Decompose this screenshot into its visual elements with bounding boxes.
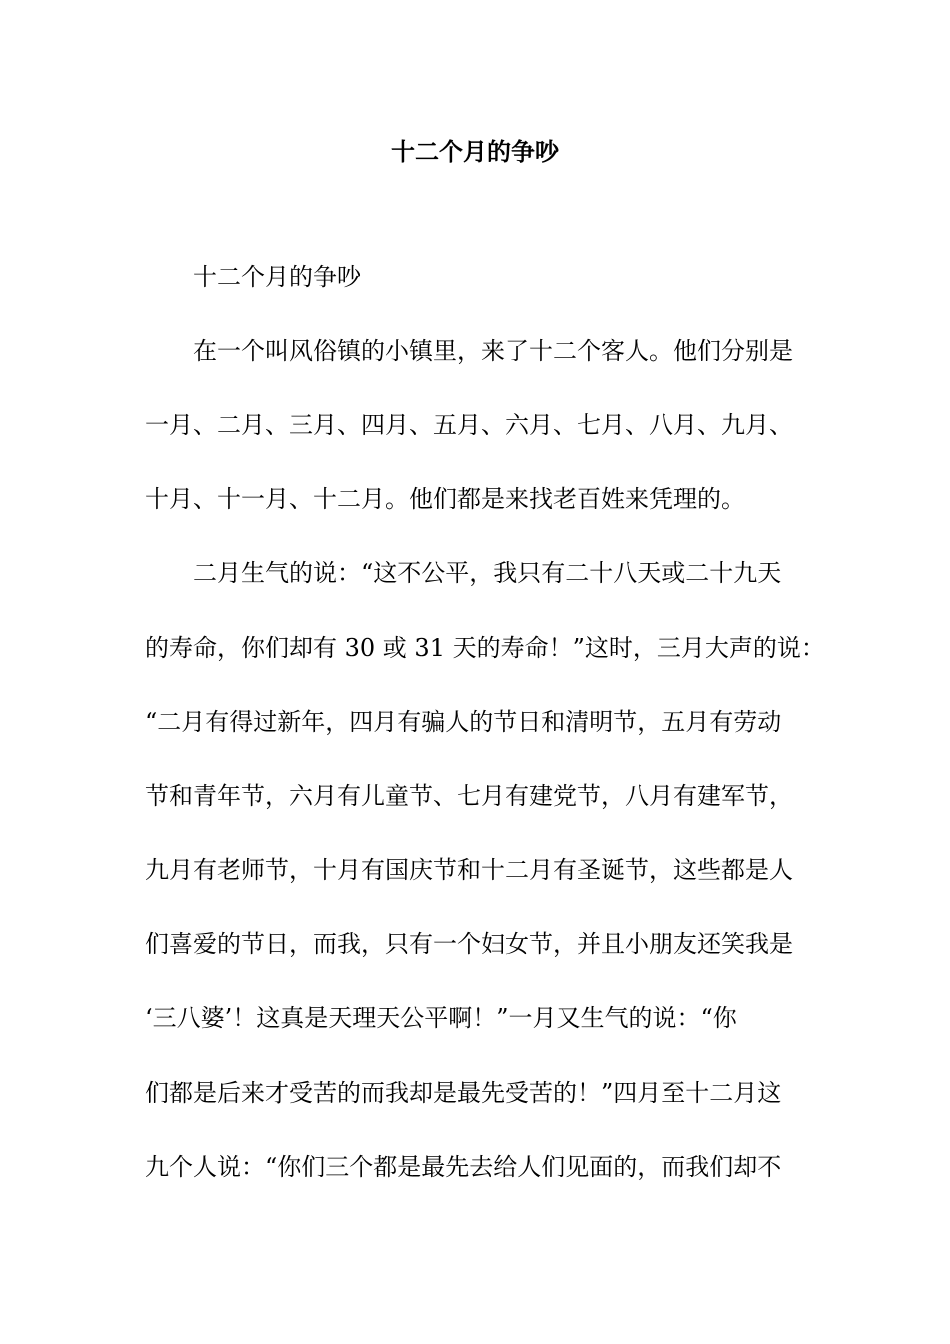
text-line: 一月、二月、三月、四月、五月、六月、七月、八月、九月、	[145, 411, 793, 439]
text-line: 二月生气的说：“这不公平，我只有二十八天或二十九天	[193, 559, 782, 587]
document-title: 十二个月的争吵	[391, 137, 559, 166]
text-line: 们都是后来才受苦的而我却是最先受苦的！”四月至十二月这	[145, 1079, 782, 1107]
text-line: 九个人说：“你们三个都是最先去给人们见面的，而我们却不	[145, 1153, 782, 1181]
text-line: 的寿命，你们却有 30 或 31 天的寿命！”这时，三月大声的说：	[145, 634, 825, 662]
text-line: 九月有老师节，十月有国庆节和十二月有圣诞节，这些都是人	[145, 856, 793, 884]
text-line: 们喜爱的节日，而我，只有一个妇女节，并且小朋友还笑我是	[145, 930, 793, 958]
text-line: ‘三八婆’！这真是天理天公平啊！”一月又生气的说：“你	[145, 1004, 737, 1032]
text-line: 节和青年节，六月有儿童节、七月有建党节，八月有建军节，	[145, 782, 793, 810]
text-line: 十月、十一月、十二月。他们都是来找老百姓来凭理的。	[145, 485, 745, 513]
text-line: “二月有得过新年，四月有骗人的节日和清明节，五月有劳动	[145, 708, 782, 736]
text-line: 在一个叫风俗镇的小镇里，来了十二个客人。他们分别是	[193, 337, 793, 365]
paragraph-heading: 十二个月的争吵	[193, 263, 361, 291]
